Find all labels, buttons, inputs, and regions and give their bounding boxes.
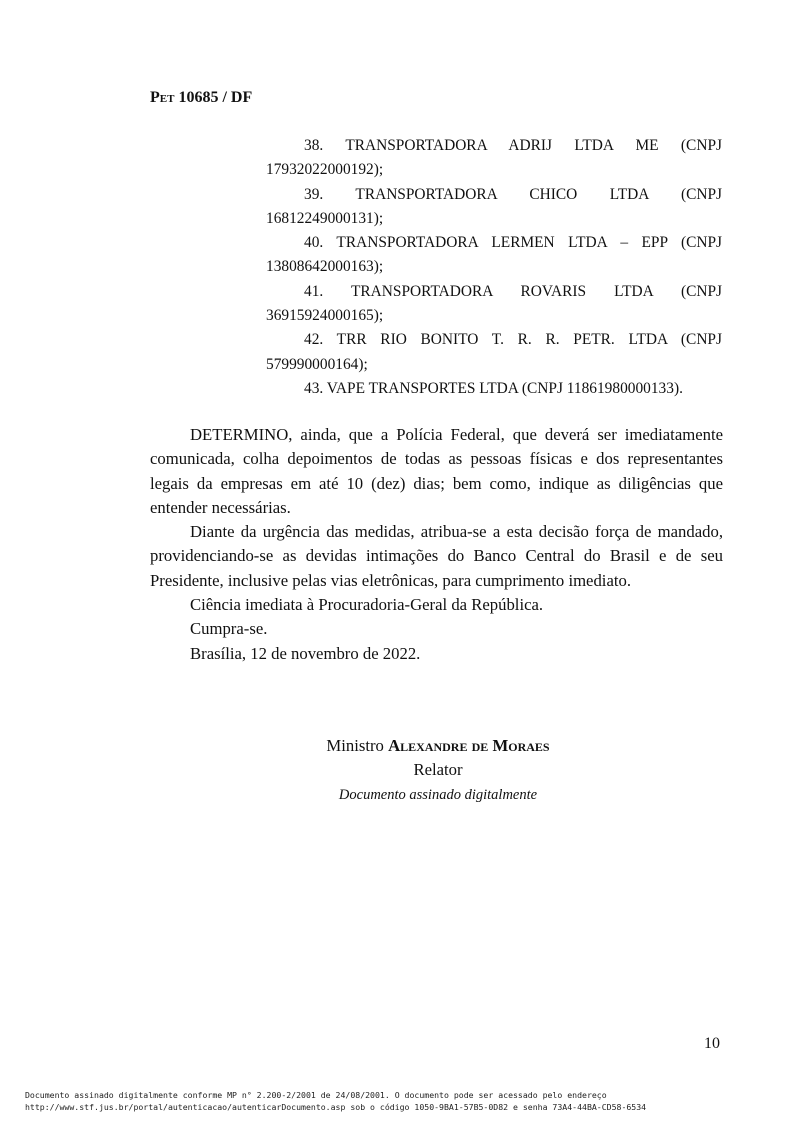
paragraph-urgencia: Diante da urgência das medidas, atribua-se a esta decisão força de mandado, providenciando-se as devidas intimações do Banco Central do Brasil e de seu Presidente, inclusive pelas vias eletrônicas, para cumprimento imediato. <box>150 522 723 590</box>
case-header <box>150 89 252 107</box>
paragraph-ciencia: Ciência imediata à Procuradoria-Geral da República. <box>190 595 544 615</box>
company-entry: 41. TRANSPORTADORA ROVARIS LTDA (CNPJ 36915924000165); <box>266 282 722 325</box>
company-list <box>266 134 722 401</box>
page-number: 10 <box>704 1035 720 1052</box>
signature-name: Alexandre de Moraes <box>388 736 550 755</box>
company-entry: 42. TRR RIO BONITO T. R. R. PETR. LTDA (CNPJ 579990000164); <box>266 331 722 373</box>
signature-digital-note: Documento assinado digitalmente <box>338 786 538 803</box>
paragraph-determino: DETERMINO, ainda, que a Polícia Federal, que deverá ser imediatamente comunicada, colha depoimentos de todas as pessoas físicas e dos representantes legais da empresas em até 10 (dez) dias; bem como, indique as diligências que entender necessárias. <box>150 425 723 517</box>
decision-body <box>150 423 723 666</box>
paragraph-date: Brasília, 12 de novembro de 2022. <box>190 643 421 663</box>
case-type: Pet <box>150 89 175 106</box>
signature-title: Ministro <box>326 736 384 755</box>
company-entry: 43. VAPE TRANSPORTES LTDA (CNPJ 11861980000133). <box>304 379 683 397</box>
footer-line-1: Documento assinado digitalmente conforme MP n° 2.200-2/2001 de 24/08/2001. O documento pode ser acessado pelo endereço <box>25 1090 607 1100</box>
company-entry: 40. TRANSPORTADORA LERMEN LTDA – EPP (CNPJ 13808642000163); <box>266 234 722 276</box>
footer-line-2: http://www.stf.jus.br/portal/autenticacao/autenticarDocumento.asp sob o código 1050-9BA1-57B5-0D82 e senha 73A4-44BA-CD58-6534 <box>25 1102 647 1112</box>
signature-name-line <box>150 734 726 758</box>
signature-role: Relator <box>413 760 463 780</box>
authentication-footer <box>25 1089 646 1113</box>
signature-block <box>150 734 726 807</box>
case-number: 10685 / DF <box>178 89 253 106</box>
company-entry: 38. TRANSPORTADORA ADRIJ LTDA ME (CNPJ 17932022000192); <box>266 137 722 179</box>
paragraph-cumpra: Cumpra-se. <box>190 619 268 639</box>
company-entry: 39. TRANSPORTADORA CHICO LTDA (CNPJ 16812249000131); <box>266 185 722 227</box>
